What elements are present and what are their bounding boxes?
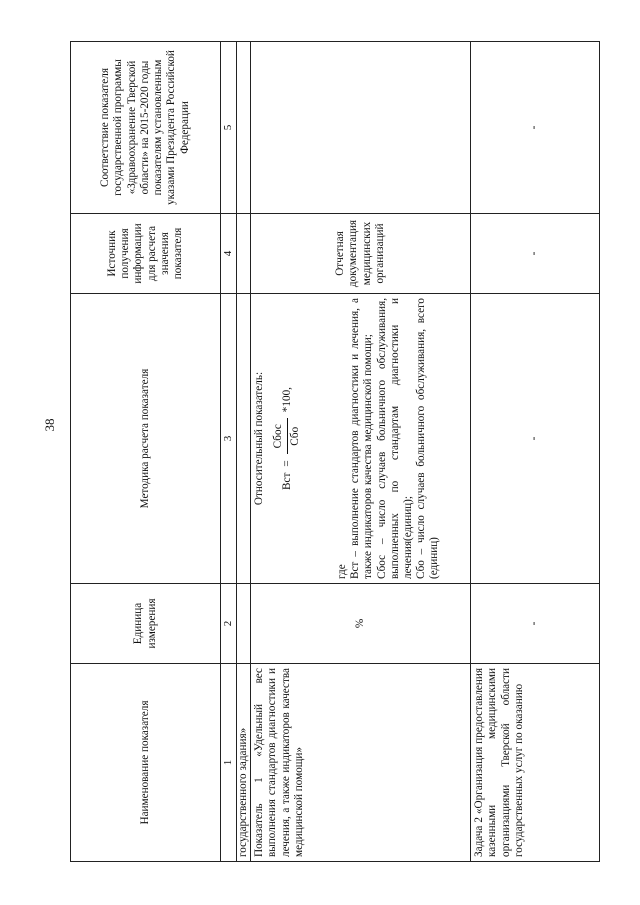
indicator-1-row [251, 42, 471, 862]
formula-fraction [272, 418, 301, 454]
task-2-name: Задача 2 «Организация предоставления казенными медицинскими организациями Тверской области государственных услуг по оказанию [471, 664, 600, 862]
header-unit: Единица измерения [71, 584, 221, 664]
task-2-method: - [471, 294, 600, 584]
formula-eq: = [280, 460, 293, 467]
task-2-source: - [471, 214, 600, 294]
task-2-unit: - [471, 584, 600, 664]
indicator-1-source: Отчетная документация медицинских организаций [251, 214, 471, 294]
indicator-1-name: Показатель 1 «Удельный вес выполнения стандартов диагностики и лечения, а также индикаторов качества медицинской помощи» [251, 664, 471, 862]
method-intro: Относительный показатель: [253, 371, 266, 506]
continuation-text: государственного задания» [236, 664, 250, 862]
indicator-1-compliance [251, 42, 471, 214]
task-2-row [471, 42, 600, 862]
method-where: где [335, 564, 348, 579]
header-method: Методика расчета показателя [71, 294, 221, 584]
col-number-3: 3 [221, 294, 237, 584]
continuation-row [236, 42, 250, 862]
formula-multiplier: *100, [280, 387, 293, 413]
header-compliance: Соответствие показателя государственной программы «Здравоохранение Тверской области» на 2015-2020 годы показателям установленным указами Президента Российской Федерации [71, 42, 221, 214]
task-2-compliance: - [471, 42, 600, 214]
col-number-1: 1 [221, 664, 237, 862]
formula [272, 298, 301, 579]
header-source: Источник получения информации для расчета значения показателя [71, 214, 221, 294]
col-number-2: 2 [221, 584, 237, 664]
landscape-table-container [70, 42, 600, 862]
continuation-empty-compliance [236, 42, 250, 214]
indicator-table [70, 41, 600, 862]
continuation-empty-source [236, 214, 250, 294]
indicator-1-method [251, 294, 471, 584]
header-row [71, 42, 221, 862]
formula-numerator: Сбос [272, 418, 287, 454]
col-number-4: 4 [221, 214, 237, 294]
continuation-empty-method [236, 294, 250, 584]
method-def-1: Вст – выполнение стандартов диагностики и лечения, а также индикаторов качества медицинской помощи; [349, 298, 375, 579]
indicator-1-unit: % [251, 584, 471, 664]
page-number: 38 [42, 418, 57, 432]
formula-denominator: Сбо [288, 426, 301, 446]
column-number-row [221, 42, 237, 862]
col-number-5: 5 [221, 42, 237, 214]
method-def-2: Сбос – число случаев больничного обслуживания, выполненных по стандартам диагностики и лечения(единиц); [375, 298, 414, 579]
continuation-empty-unit [236, 584, 250, 664]
rotated-page [70, 42, 600, 862]
method-def-3: Сбо – число случаев больничного обслуживания, всего (единиц) [415, 298, 441, 579]
header-name: Наименование показателя [71, 664, 221, 862]
formula-lhs: Вст [280, 472, 293, 490]
